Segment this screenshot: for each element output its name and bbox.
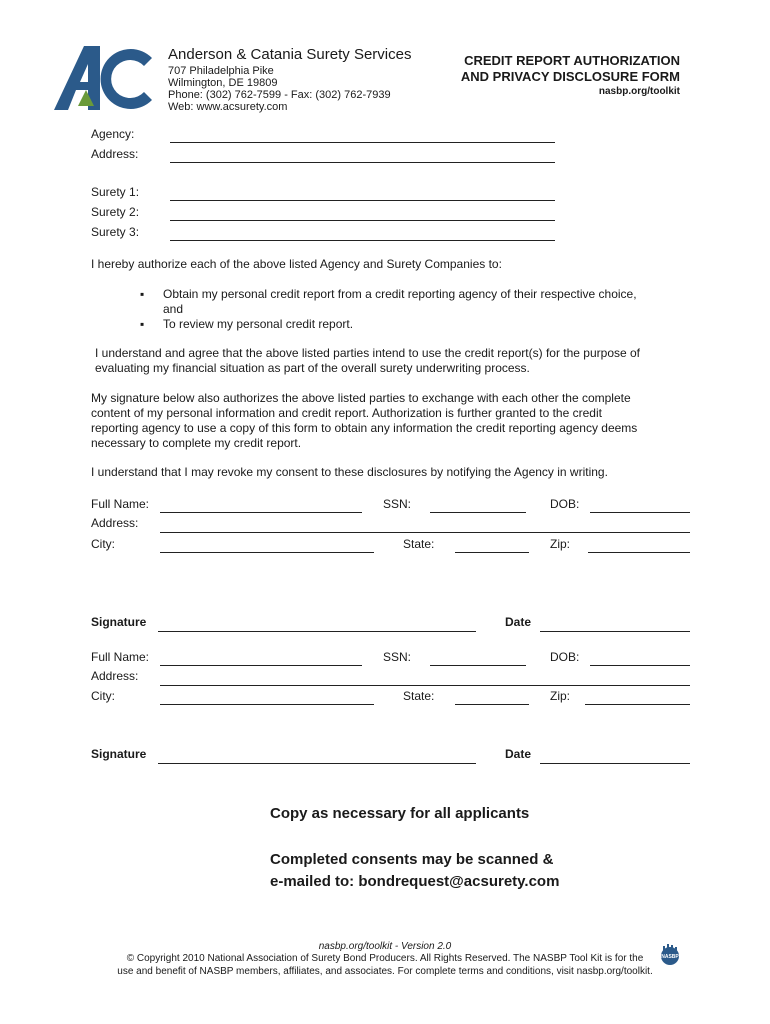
applicant2-ssn-label: SSN: — [383, 650, 412, 664]
surety1-label: Surety 1: — [91, 185, 140, 199]
bullet1-line2: and — [163, 302, 184, 316]
applicant2-full-name-input[interactable] — [160, 665, 362, 666]
applicant1-dob-input[interactable] — [590, 512, 690, 513]
agency-label: Agency: — [91, 127, 135, 141]
applicant2-date-input[interactable] — [540, 763, 690, 764]
scan-note-line2[interactable]: e-mailed to: bondrequest@acsurety.com — [270, 873, 560, 890]
surety1-input-line[interactable] — [170, 200, 555, 201]
applicant1-zip-input[interactable] — [588, 552, 690, 553]
applicant1-state-label: State: — [403, 537, 435, 551]
signature-para-line3: reporting agency to use a copy of this form to obtain any information the credit reporting agency deems — [91, 421, 638, 435]
signature-para-line1: My signature below also authorizes the above listed parties to exchange with each other the complete — [91, 391, 631, 405]
applicant1-state-input[interactable] — [455, 552, 529, 553]
applicant2-ssn-input[interactable] — [430, 665, 526, 666]
applicant1-signature-input[interactable] — [158, 631, 476, 632]
agency-address-label: Address: — [91, 147, 139, 161]
agency-address-input-line[interactable] — [170, 162, 555, 163]
applicant2-date-label: Date — [505, 747, 532, 761]
applicant2-signature-label: Signature — [91, 747, 147, 761]
footer-copyright: © Copyright 2010 National Association of Surety Bond Producers. All Rights Reserved. The NASBP Tool Kit is for the — [126, 953, 644, 964]
authorize-intro: I hereby authorize each of the above listed Agency and Surety Companies to: — [91, 257, 502, 271]
applicant2-zip-input[interactable] — [585, 704, 690, 705]
toolkit-link[interactable]: nasbp.org/toolkit — [598, 86, 680, 97]
applicant1-signature-label: Signature — [91, 615, 147, 629]
applicant1-zip-label: Zip: — [550, 537, 571, 551]
surety3-input-line[interactable] — [170, 240, 555, 241]
scan-note-line1: Completed consents may be scanned & — [270, 851, 554, 868]
applicant2-address-label: Address: — [91, 669, 139, 683]
bullet-marker: ▪ — [140, 287, 145, 301]
revoke-para: I understand that I may revoke my consent to these disclosures by notifying the Agency in writing. — [91, 465, 608, 479]
form-title-line1: CREDIT REPORT AUTHORIZATION — [464, 53, 680, 68]
applicant2-address-input[interactable] — [160, 685, 690, 686]
form-title-line2: AND PRIVACY DISCLOSURE FORM — [460, 69, 680, 84]
applicant2-state-input[interactable] — [455, 704, 529, 705]
applicant2-dob-input[interactable] — [590, 665, 690, 666]
applicant1-address-label: Address: — [91, 516, 139, 530]
applicant1-date-input[interactable] — [540, 631, 690, 632]
applicant1-ssn-label: SSN: — [383, 497, 412, 511]
applicant1-city-input[interactable] — [160, 552, 374, 553]
applicant2-signature-input[interactable] — [158, 763, 476, 764]
bullet1-line1: Obtain my personal credit report from a credit reporting agency of their respective choice, — [163, 287, 637, 301]
applicant2-city-label: City: — [91, 689, 115, 703]
applicant2-state-label: State: — [403, 689, 435, 703]
surety2-label: Surety 2: — [91, 205, 140, 219]
applicant1-full-name-input[interactable] — [160, 512, 362, 513]
agency-input-line[interactable] — [170, 142, 555, 143]
company-logo — [52, 44, 156, 114]
nasbp-badge-text: NASBP — [661, 954, 679, 960]
applicant2-zip-label: Zip: — [550, 689, 571, 703]
company-name: Anderson & Catania Surety Services — [168, 46, 412, 63]
applicant2-full-name-label: Full Name: — [91, 650, 150, 664]
signature-para-line4: necessary to complete my credit report. — [91, 436, 302, 450]
company-web: Web: www.acsurety.com — [168, 101, 288, 113]
surety2-input-line[interactable] — [170, 220, 555, 221]
company-address-line2: Wilmington, DE 19809 — [168, 77, 278, 89]
company-address-line1: 707 Philadelphia Pike — [168, 65, 274, 77]
applicant2-dob-label: DOB: — [550, 650, 580, 664]
footer-version: nasbp.org/toolkit - Version 2.0 — [318, 941, 452, 952]
understand-para-line2: evaluating my financial situation as part of the overall surety underwriting process. — [95, 361, 530, 375]
bullet-marker: ▪ — [140, 317, 145, 331]
copy-note: Copy as necessary for all applicants — [270, 805, 530, 822]
bullet2: To review my personal credit report. — [163, 317, 354, 331]
applicant1-full-name-label: Full Name: — [91, 497, 150, 511]
signature-para-line2: content of my personal information and credit report. Authorization is further granted to the credit — [91, 406, 602, 420]
applicant1-ssn-input[interactable] — [430, 512, 526, 513]
applicant1-address-input[interactable] — [160, 532, 690, 533]
footer-terms: use and benefit of NASBP members, affiliates, and associates. For complete terms and conditions, visit nasbp.org/toolkit. — [117, 966, 653, 977]
applicant2-city-input[interactable] — [160, 704, 374, 705]
applicant1-date-label: Date — [505, 615, 532, 629]
applicant1-dob-label: DOB: — [550, 497, 580, 511]
nasbp-logo — [658, 942, 682, 966]
understand-para-line1: I understand and agree that the above listed parties intend to use the credit report(s) for the purpose of — [95, 346, 641, 360]
applicant1-city-label: City: — [91, 537, 115, 551]
surety3-label: Surety 3: — [91, 225, 140, 239]
company-phone-fax: Phone: (302) 762-7599 - Fax: (302) 762-7939 — [168, 89, 391, 101]
